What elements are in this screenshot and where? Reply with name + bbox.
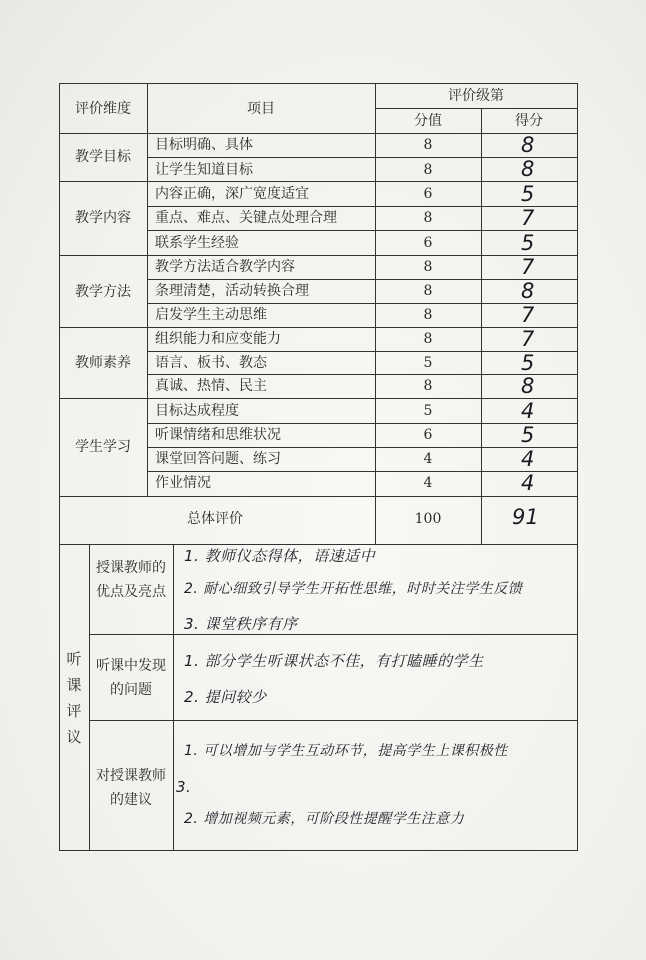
item-label: 课堂回答问题、练习 — [155, 451, 281, 467]
col-divider-value — [481, 108, 482, 544]
row-line — [147, 471, 577, 472]
item-score: 5 — [521, 182, 535, 206]
item-score: 8 — [521, 157, 535, 181]
item-value: 4 — [423, 451, 433, 467]
row-line — [147, 230, 577, 231]
item-label: 让学生知道目标 — [155, 162, 253, 178]
header-value: 分值 — [414, 113, 442, 129]
group-name: 教学目标 — [75, 149, 131, 165]
item-label: 重点、难点、关键点处理合理 — [155, 210, 337, 226]
item-label: 目标明确、具体 — [155, 137, 253, 153]
item-score: 4 — [521, 471, 535, 495]
header-item: 项目 — [247, 101, 275, 117]
item-label: 听课情绪和思维状况 — [155, 427, 281, 443]
item-label: 启发学生主动思维 — [155, 307, 267, 323]
problem-line: 1. 部分学生听课状态不佳，有打瞌睡的学生 — [184, 652, 484, 670]
row-line — [147, 447, 577, 448]
group-line — [59, 496, 577, 497]
item-value: 6 — [423, 427, 433, 443]
item-value: 8 — [423, 331, 433, 347]
item-score: 5 — [521, 231, 535, 255]
item-label: 教学方法适合教学内容 — [155, 259, 295, 275]
comments-row-line — [89, 720, 577, 721]
item-value: 5 — [423, 355, 433, 371]
item-label: 联系学生经验 — [155, 235, 239, 251]
item-value: 8 — [423, 283, 433, 299]
item-value: 6 — [423, 186, 433, 202]
row-line — [147, 206, 577, 207]
item-value: 4 — [423, 475, 433, 491]
group-name: 学生学习 — [75, 439, 131, 455]
item-value: 8 — [423, 210, 433, 226]
item-score: 8 — [521, 133, 535, 157]
item-score: 5 — [521, 423, 535, 447]
strength-line: 3. 课堂秩序有序 — [184, 615, 298, 633]
group-line — [59, 181, 577, 182]
problem-line: 2. 提问较少 — [184, 688, 267, 706]
item-label: 目标达成程度 — [155, 403, 239, 419]
row-line — [147, 423, 577, 424]
group-name: 教学方法 — [75, 284, 131, 300]
item-score: 8 — [521, 279, 535, 303]
group-line — [59, 327, 577, 328]
suggestion-line: 3. — [176, 778, 192, 796]
item-score: 8 — [521, 374, 535, 398]
comments-sublabel-divider — [173, 544, 174, 850]
total-label: 总体评价 — [187, 511, 243, 527]
row-line — [147, 279, 577, 280]
suggestion-line: 1. 可以增加与学生互动环节，提高学生上课积极性 — [184, 743, 508, 759]
total-score: 91 — [512, 505, 539, 529]
header-divider — [375, 108, 577, 109]
group-line — [59, 398, 577, 399]
item-value: 8 — [423, 162, 433, 178]
comments-section-label: 听课评议 — [66, 650, 82, 746]
item-score: 5 — [521, 351, 535, 375]
item-value: 5 — [423, 403, 433, 419]
header-grade: 评价级第 — [448, 88, 504, 104]
table-border-bottom — [59, 850, 578, 851]
header-bottom — [59, 133, 577, 134]
item-value: 8 — [423, 378, 433, 394]
item-score: 7 — [521, 206, 535, 230]
item-value: 6 — [423, 235, 433, 251]
item-value: 8 — [423, 259, 433, 275]
strength-line: 1. 教师仪态得体，语速适中 — [184, 547, 376, 565]
item-value: 8 — [423, 307, 433, 323]
suggestions-label: 对授课教师的建议 — [96, 768, 166, 808]
strengths-label: 授课教师的优点及亮点 — [96, 560, 166, 600]
problems-label: 听课中发现的问题 — [96, 658, 166, 698]
row-line — [147, 157, 577, 158]
table-border-right — [577, 83, 578, 850]
item-label: 作业情况 — [155, 475, 211, 491]
item-label: 内容正确，深广宽度适宜 — [155, 186, 309, 202]
row-line — [147, 374, 577, 375]
strength-line: 2. 耐心细致引导学生开拓性思维，时时关注学生反馈 — [184, 581, 523, 597]
item-score: 4 — [521, 447, 535, 471]
item-label: 条理清楚，活动转换合理 — [155, 283, 309, 299]
table-border-left — [59, 83, 60, 850]
item-label: 组织能力和应变能力 — [155, 331, 281, 347]
comments-row-line — [89, 634, 577, 635]
item-score: 7 — [521, 303, 535, 327]
col-divider-dimension — [147, 83, 148, 496]
item-label: 真诚、热情、民主 — [155, 378, 267, 394]
group-line — [59, 255, 577, 256]
header-dimension: 评价维度 — [75, 101, 131, 117]
item-label: 语言、板书、教态 — [155, 355, 267, 371]
item-score: 7 — [521, 327, 535, 351]
item-value: 8 — [423, 137, 433, 153]
row-line — [147, 303, 577, 304]
table-border-top — [59, 83, 578, 84]
total-value: 100 — [414, 511, 442, 527]
item-score: 4 — [521, 399, 535, 423]
row-line — [147, 351, 577, 352]
header-score: 得分 — [515, 113, 543, 129]
comments-label-divider — [89, 544, 90, 850]
group-name: 教师素养 — [75, 355, 131, 371]
item-score: 7 — [521, 255, 535, 279]
suggestion-line: 2. 增加视频元素，可阶段性提醒学生注意力 — [184, 811, 465, 827]
group-name: 教学内容 — [75, 210, 131, 226]
